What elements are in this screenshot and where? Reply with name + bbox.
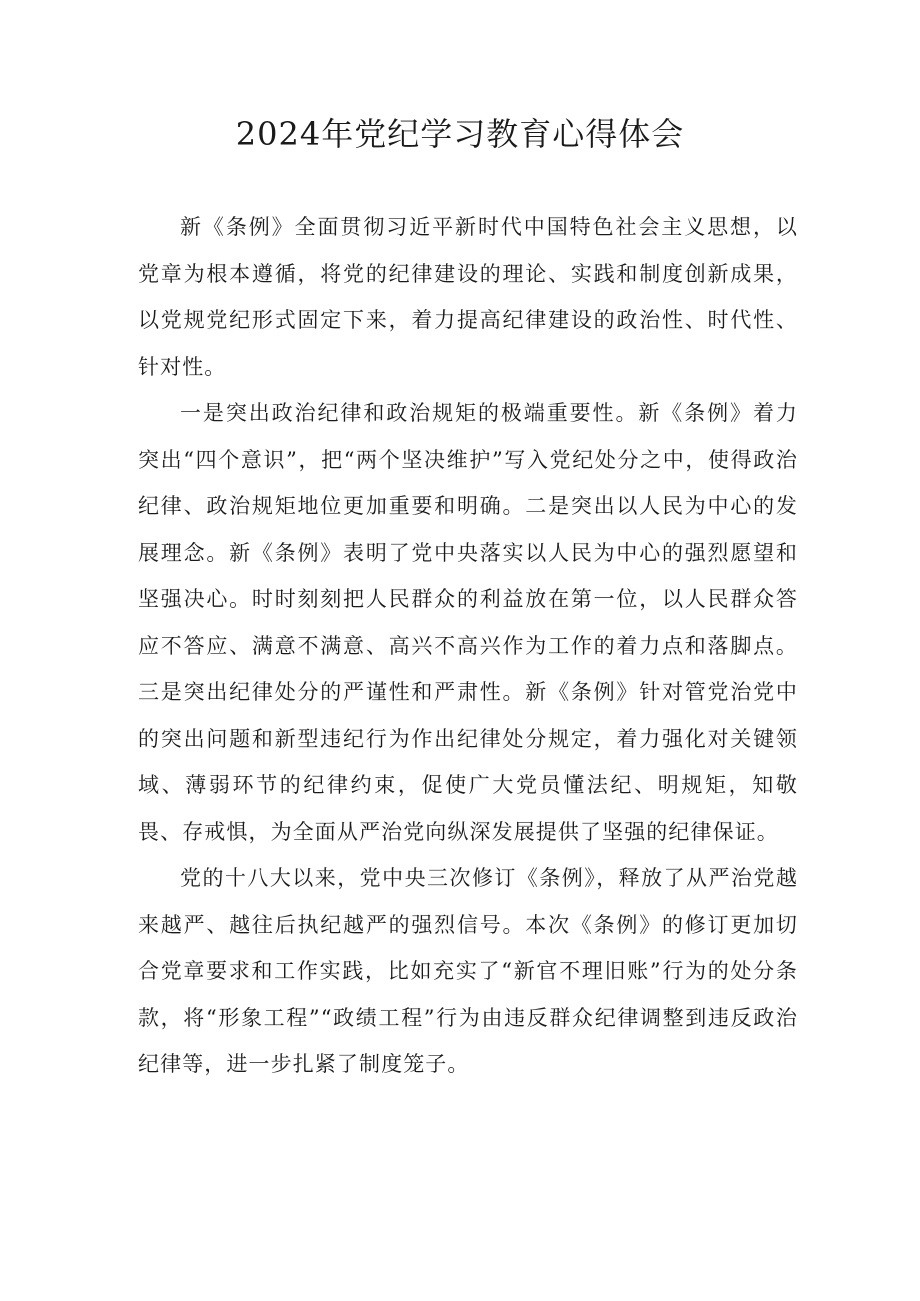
document-body [138, 204, 798, 1088]
paragraph-revisions: 党的十八大以来，党中央三次修订《条例》，释放了从严治党越来越严、越往后执纪越严的强烈信号。本次《条例》的修订更加切合党章要求和工作实践，比如充实了“新官不理旧账”行为的处分条款，将“形象工程”“政绩工程”行为由违反群众纪律调整到违反政治纪律等，进一步扎紧了制度笼子。 [138, 866, 798, 1076]
paragraph-highlights: 一是突出政治纪律和政治规矩的极端重要性。新《条例》着力突出“四个意识”，把“两个坚决维护”写入党纪处分之中，使得政治纪律、政治规矩地位更加重要和明确。二是突出以人民为中心的发展理念。新《条例》表明了党中央落实以人民为中心的强烈愿望和坚强决心。时时刻刻把人民群众的利益放在第一位，以人民群众答应不答应、满意不满意、高兴不高兴作为工作的着力点和落脚点。三是突出纪律处分的严谨性和严肃性。新《条例》针对管党治党中的突出问题和新型违纪行为作出纪律处分规定，着力强化对关键领域、薄弱环节的纪律约束，促使广大党员懂法纪、明规矩，知敬畏、存戒惧，为全面从严治党向纵深发展提供了坚强的纪律保证。 [138, 401, 798, 844]
document-title: 2024年党纪学习教育心得体会 [235, 115, 685, 153]
paragraph-intro: 新《条例》全面贯彻习近平新时代中国特色社会主义思想，以党章为根本遵循，将党的纪律建设的理论、实践和制度创新成果，以党规党纪形式固定下来，着力提高纪律建设的政治性、时代性、针对性。 [138, 215, 798, 379]
